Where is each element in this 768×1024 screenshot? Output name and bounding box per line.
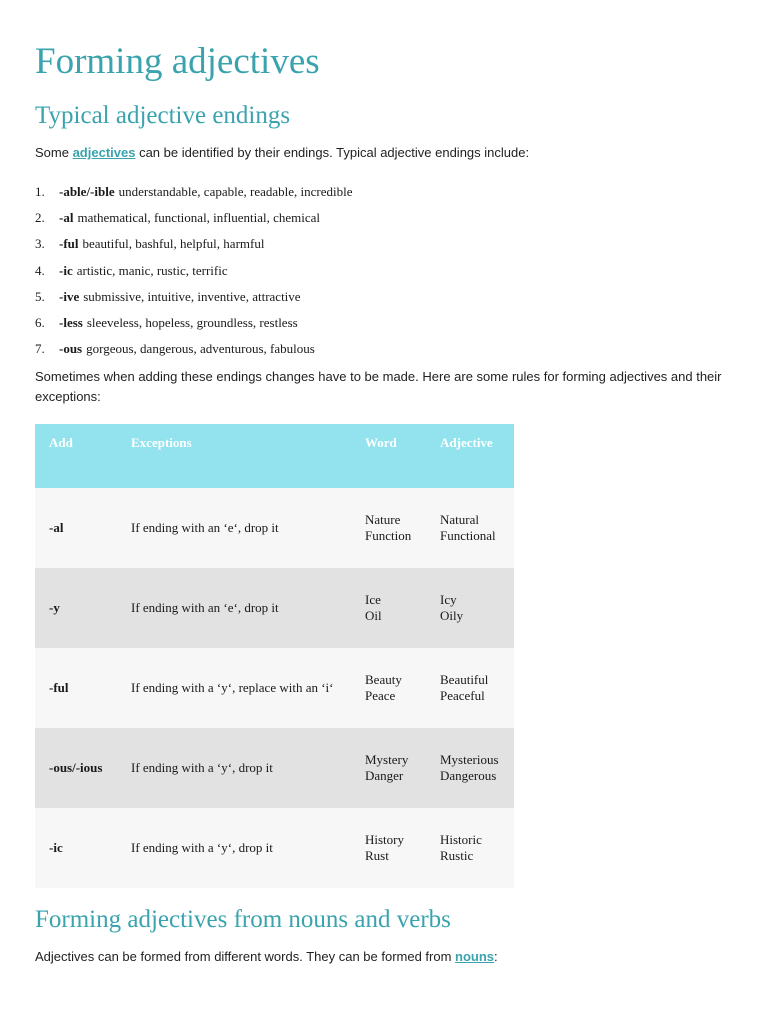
cell-exception: If ending with a ‘y‘, drop it	[117, 728, 351, 808]
cell-adjective	[426, 728, 514, 808]
nouns-verbs-intro	[35, 947, 745, 967]
cell-exception: If ending with an ‘e‘, drop it	[117, 488, 351, 568]
ending-examples: beautiful, bashful, helpful, harmful	[82, 236, 265, 252]
table-row	[35, 488, 514, 568]
endings-list	[35, 182, 353, 365]
add-suffix: -ous/-ious	[49, 760, 103, 775]
ending-suffix: -ful	[59, 236, 79, 252]
ending-suffix: -ic	[59, 262, 73, 278]
cell-exception: If ending with a ‘y‘, replace with an ‘i‘	[117, 648, 351, 728]
cell-adjective	[426, 488, 514, 568]
table-row	[35, 568, 514, 648]
cell-adjective	[426, 808, 514, 888]
ending-examples: artistic, manic, rustic, terrific	[76, 262, 228, 278]
word-item: Beauty	[365, 672, 402, 687]
ending-examples: understandable, capable, readable, incredible	[118, 184, 353, 199]
adjective-item: Rustic	[440, 848, 474, 863]
add-suffix: -ic	[49, 840, 63, 855]
ending-suffix: -ive	[59, 288, 80, 304]
section-heading-endings: Typical adjective endings	[35, 102, 291, 129]
adjective-item: Natural	[440, 512, 479, 527]
ending-suffix: -less	[59, 314, 83, 330]
section-heading-nouns-verbs: Forming adjectives from nouns and verbs	[35, 906, 451, 933]
list-item-number: 1.	[35, 184, 45, 199]
page-title: Forming adjectives	[35, 41, 320, 82]
rules-intro: Sometimes when adding these endings changes have to be made. Here are some rules for forming adjectives and their exceptions:	[35, 369, 722, 404]
word-item: Peace	[365, 688, 396, 703]
cell-adjective	[426, 648, 514, 728]
table-row	[35, 728, 514, 808]
adjective-item: Dangerous	[440, 768, 497, 783]
word-item: Rust	[365, 848, 389, 863]
nouns-link[interactable]: nouns	[455, 949, 495, 964]
cell-add	[35, 728, 117, 808]
word-item: Mystery	[365, 752, 409, 767]
cell-word	[351, 568, 426, 648]
add-suffix: -al	[49, 520, 64, 535]
word-item: Function	[365, 528, 412, 543]
endings-intro-after: can be identified by their endings. Typical adjective endings include:	[135, 145, 530, 160]
adjective-item: Functional	[440, 528, 496, 543]
cell-word	[351, 728, 426, 808]
header-add: Add	[35, 424, 117, 488]
adjective-rules-table	[35, 424, 514, 888]
ending-examples: sleeveless, hopeless, groundless, restless	[86, 314, 298, 330]
adjective-item: Beautiful	[440, 672, 489, 687]
table-row	[35, 808, 514, 888]
ending-examples: mathematical, functional, influential, chemical	[77, 210, 321, 226]
word-item: History	[365, 832, 404, 847]
cell-word	[351, 648, 426, 728]
cell-adjective	[426, 568, 514, 648]
cell-word	[351, 808, 426, 888]
endings-intro-before: Some	[35, 145, 73, 160]
cell-exception: If ending with a ‘y‘, drop it	[117, 808, 351, 888]
word-item: Danger	[365, 768, 404, 783]
word-item: Oil	[365, 608, 382, 623]
list-item-number: 5.	[35, 288, 45, 304]
ending-suffix: -ous	[59, 341, 83, 357]
cell-add	[35, 808, 117, 888]
list-item	[35, 339, 353, 365]
endings-intro	[35, 143, 745, 163]
ending-examples: gorgeous, dangerous, adventurous, fabulous	[86, 341, 315, 357]
list-item-number: 4.	[35, 262, 45, 278]
word-item: Ice	[365, 592, 381, 607]
adjective-item: Icy	[440, 592, 457, 607]
cell-add	[35, 488, 117, 568]
list-item-number: 6.	[35, 314, 45, 330]
table-header-row	[35, 424, 514, 488]
list-item	[35, 287, 353, 313]
adjective-item: Oily	[440, 608, 464, 623]
cell-add	[35, 648, 117, 728]
nouns-intro-before: Adjectives can be formed from different words. They can be formed from	[35, 949, 456, 964]
list-item	[35, 261, 353, 287]
adjective-item: Mysterious	[440, 752, 499, 767]
list-item	[35, 234, 353, 260]
list-item	[35, 313, 353, 339]
ending-suffix: -able/-ible	[59, 184, 115, 199]
list-item-number: 2.	[35, 210, 45, 226]
adjective-item: Historic	[440, 832, 482, 847]
ending-suffix: -al	[59, 210, 74, 226]
list-item	[35, 182, 353, 208]
cell-word	[351, 488, 426, 568]
ending-examples: submissive, intuitive, inventive, attractive	[83, 288, 301, 304]
list-item-number: 3.	[35, 236, 45, 252]
add-suffix: -y	[49, 600, 60, 615]
adjectives-link[interactable]: adjectives	[72, 145, 136, 160]
cell-add	[35, 568, 117, 648]
header-exceptions: Exceptions	[117, 424, 351, 488]
cell-exception: If ending with an ‘e‘, drop it	[117, 568, 351, 648]
word-item: Nature	[365, 512, 401, 527]
header-adjective: Adjective	[426, 424, 514, 488]
header-word: Word	[351, 424, 426, 488]
table-row	[35, 648, 514, 728]
nouns-intro-after: :	[494, 949, 498, 964]
list-item-number: 7.	[35, 341, 45, 357]
add-suffix: -ful	[49, 680, 69, 695]
adjective-item: Peaceful	[440, 688, 485, 703]
list-item	[35, 208, 353, 234]
